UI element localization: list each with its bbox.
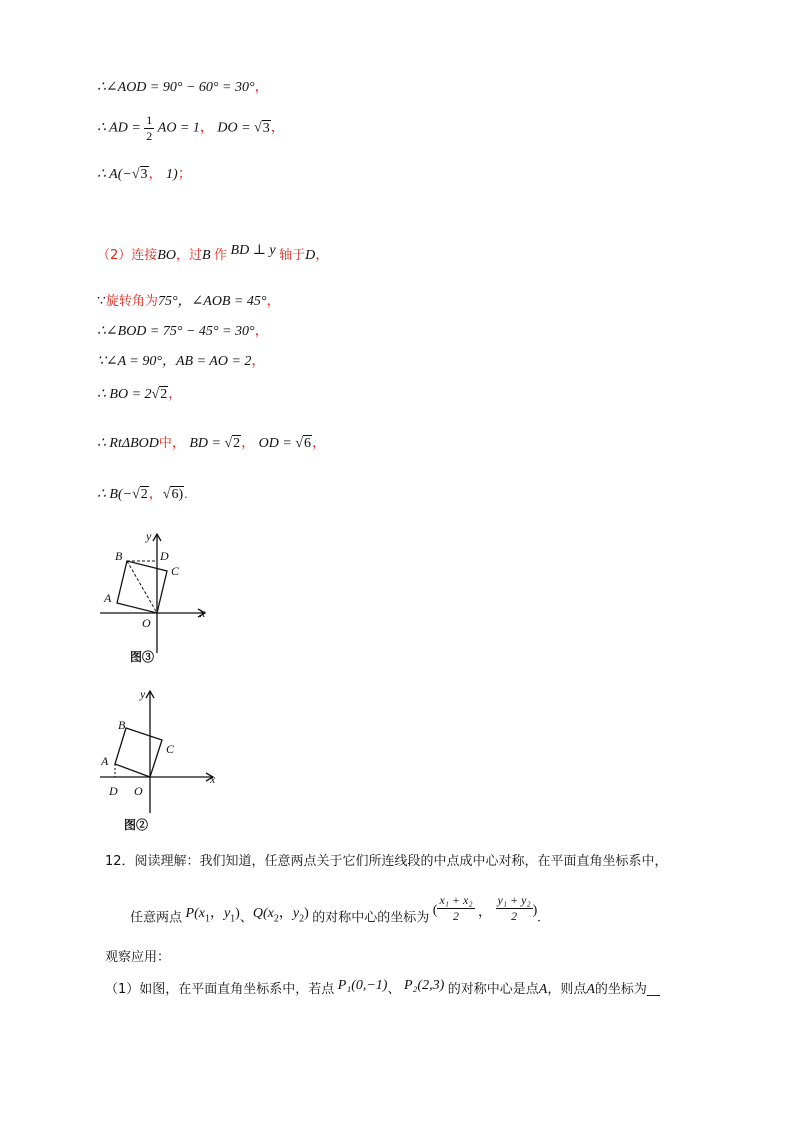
solution-line-bo: ∴ BO = 2√2， — [97, 387, 183, 402]
solution-line-angle-a: ∵∠A = 90°，AB = AO = 2， — [97, 354, 266, 369]
fig3-label-y: y — [146, 529, 152, 543]
fraction-y-midpoint: $\frac{\text{y₁ + y₂}}{2}$ — [497, 893, 531, 923]
solution-line-point-b: ∴ B(−√2，√6). — [97, 487, 188, 502]
problem-12-symmetry-formula: 任意两点 P(x1，y1)、Q(x2，y2) 的对称中心的坐标为 ( $\frac{\text{x₁ + x₂}}{2}$ ， $\frac{\text{y₁ + y₂}}{2}$ ). — [130, 893, 541, 926]
fig3-label-o: O — [142, 616, 151, 630]
fraction-half: $\frac{1}{2}$ — [146, 113, 153, 143]
fig2-label-d: D — [109, 784, 118, 798]
fig2-label-b: B — [118, 718, 126, 732]
solution-line-angle-aod: ∴∠AOD = 90° − 60° = 30°， — [97, 80, 269, 95]
fig2-label-c: C — [166, 742, 175, 756]
figure-3 — [100, 528, 230, 673]
fig3-label-x: x — [200, 606, 206, 620]
problem-12-question-1: （1）如图，在平面直角坐标系中，若点 P₁(0,−1)、 P₂(2,3) 的对称中心是点A，则点A的坐标为__ — [105, 978, 660, 997]
observe-heading: 观察应用： — [105, 950, 171, 965]
fig2-label-x: x — [210, 772, 216, 786]
figure-2 — [100, 685, 230, 840]
fig2-label-y: y — [140, 687, 146, 701]
solution-line-angle-bod: ∴∠BOD = 75° − 45° = 30°， — [97, 324, 269, 339]
fig3-label-a: A — [104, 591, 112, 605]
fig3-caption: 图③ — [130, 650, 155, 664]
fig2-label-o: O — [134, 784, 143, 798]
solution-line-rt-bod: ∴ RtΔBOD中， BD = √2， OD = √6， — [97, 436, 327, 451]
fraction-x-midpoint: $\frac{\text{x₁ + x₂}}{2}$ — [439, 893, 473, 923]
fig3-label-c: C — [171, 564, 180, 578]
part2-heading: （2）连接BO，过B 作 BD ⊥ y 轴于D， — [97, 243, 330, 263]
solution-line-ad-do: ∴ AD = $\frac{1}{2}$ AO = 1， DO = √3， — [97, 113, 285, 143]
solution-line-point-a: ∴ A(−√3， 1)； — [97, 167, 192, 182]
problem-12-intro: 12．阅读理解：我们知道，任意两点关于它们所连线段的中点成中心对称，在平面直角坐标系中， — [105, 854, 668, 869]
fig3-label-b: B — [115, 549, 123, 563]
solution-line-rotation: ∵旋转角为75°，∠AOB = 45°， — [97, 294, 281, 309]
figure-2-diagram — [100, 685, 230, 835]
fig2-label-a: A — [101, 754, 109, 768]
fig3-label-d: D — [160, 549, 169, 563]
figure-3-diagram — [100, 528, 230, 668]
fig2-caption: 图② — [124, 818, 149, 832]
